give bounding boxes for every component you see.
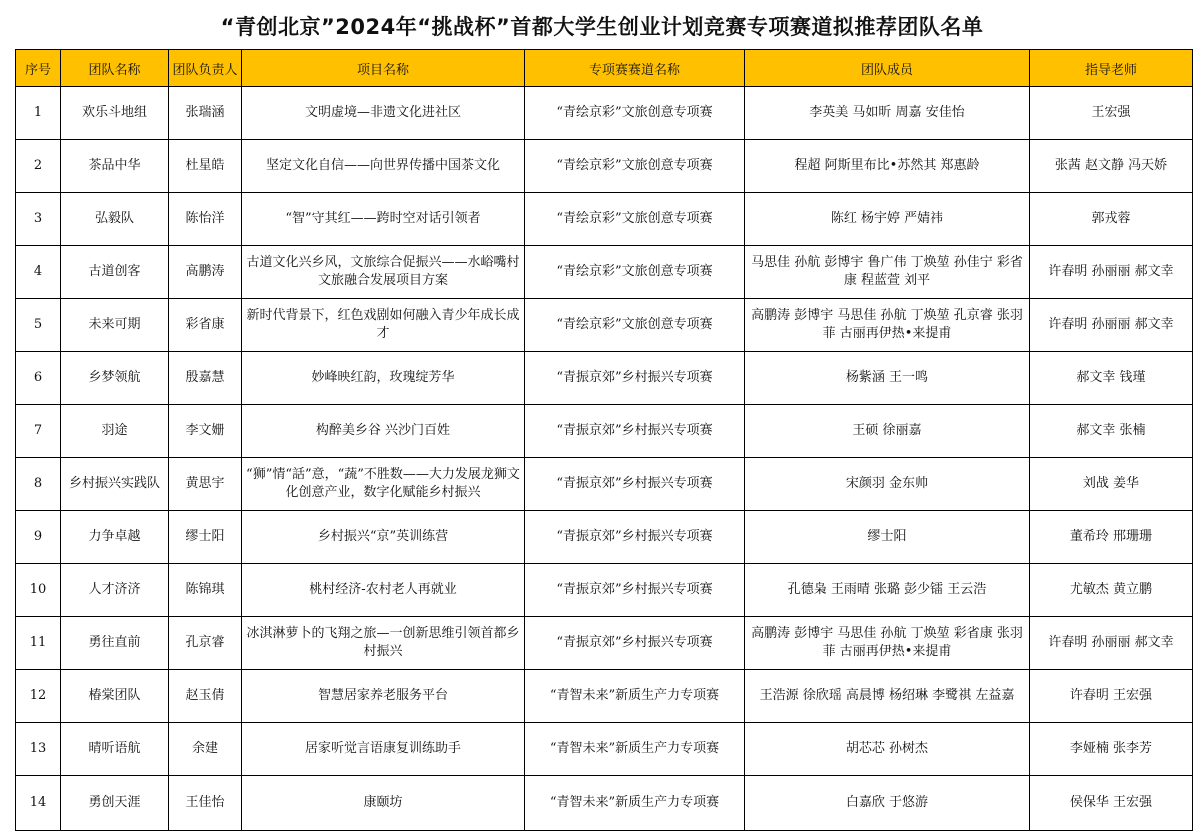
table-row xyxy=(16,193,1193,246)
cell-project-name: 构醉美乡谷 兴沙门百姓 xyxy=(242,405,525,458)
header-project-name: 项目名称 xyxy=(242,50,525,87)
cell-advisors: 许春明 孙丽丽 郝文幸 xyxy=(1030,617,1193,670)
table-row xyxy=(16,670,1193,723)
cell-team-name: 力争卓越 xyxy=(61,511,169,564)
cell-track-name: “青智未来”新质生产力专项赛 xyxy=(525,723,745,776)
table-row xyxy=(16,246,1193,299)
header-advisors: 指导老师 xyxy=(1030,50,1193,87)
cell-project-name: 智慧居家养老服务平台 xyxy=(242,670,525,723)
cell-project-name: 古道文化兴乡风，文旅综合促振兴——水峪嘴村文旅融合发展项目方案 xyxy=(242,246,525,299)
cell-no: 1 xyxy=(16,87,61,140)
table-row xyxy=(16,564,1193,617)
cell-team-name: 乡梦领航 xyxy=(61,352,169,405)
cell-team-leader: 余建 xyxy=(169,723,242,776)
cell-team-leader: 殷嘉慧 xyxy=(169,352,242,405)
header-team-members: 团队成员 xyxy=(745,50,1030,87)
cell-track-name: “青振京郊”乡村振兴专项赛 xyxy=(525,405,745,458)
team-roster-table xyxy=(15,49,1193,831)
cell-no: 13 xyxy=(16,723,61,776)
cell-advisors: 董希玲 邢珊珊 xyxy=(1030,511,1193,564)
cell-track-name: “青绘京彩”文旅创意专项赛 xyxy=(525,299,745,352)
cell-team-name: 羽途 xyxy=(61,405,169,458)
cell-team-name: 勇往直前 xyxy=(61,617,169,670)
cell-advisors: 张茜 赵文静 冯天娇 xyxy=(1030,140,1193,193)
cell-no: 6 xyxy=(16,352,61,405)
cell-advisors: 郝文幸 张楠 xyxy=(1030,405,1193,458)
cell-advisors: 许春明 孙丽丽 郝文幸 xyxy=(1030,246,1193,299)
table-row xyxy=(16,352,1193,405)
cell-team-members: 缪士阳 xyxy=(745,511,1030,564)
cell-project-name: 康颐坊 xyxy=(242,776,525,831)
cell-team-members: 杨紫涵 王一鸣 xyxy=(745,352,1030,405)
cell-project-name: 新时代背景下，红色戏剧如何融入青少年成长成才 xyxy=(242,299,525,352)
cell-team-leader: 缪士阳 xyxy=(169,511,242,564)
cell-no: 4 xyxy=(16,246,61,299)
cell-team-members: 孔德枭 王雨晴 张璐 彭少镭 王云浩 xyxy=(745,564,1030,617)
cell-no: 5 xyxy=(16,299,61,352)
cell-team-members: 高鹏涛 彭博宇 马思佳 孙航 丁焕堃 彩省康 张羽菲 古丽再伊热•来提甫 xyxy=(745,617,1030,670)
cell-track-name: “青振京郊”乡村振兴专项赛 xyxy=(525,352,745,405)
cell-advisors: 李娅楠 张李芳 xyxy=(1030,723,1193,776)
cell-team-leader: 王佳怡 xyxy=(169,776,242,831)
cell-track-name: “青振京郊”乡村振兴专项赛 xyxy=(525,564,745,617)
cell-team-members: 王浩源 徐欣瑶 高晨博 杨绍琳 李鹭祺 左益嘉 xyxy=(745,670,1030,723)
table-row xyxy=(16,723,1193,776)
table-body xyxy=(16,87,1193,831)
cell-project-name: 桃村经济-农村老人再就业 xyxy=(242,564,525,617)
page-title: “青创北京”2024年“挑战杯”首都大学生创业计划竞赛专项赛道拟推荐团队名单 xyxy=(220,15,984,39)
cell-no: 8 xyxy=(16,458,61,511)
cell-no: 7 xyxy=(16,405,61,458)
cell-team-name: 人才济济 xyxy=(61,564,169,617)
cell-team-leader: 张瑞涵 xyxy=(169,87,242,140)
cell-no: 10 xyxy=(16,564,61,617)
cell-project-name: 冰淇淋萝卜的飞翔之旅—一创新思维引领首都乡村振兴 xyxy=(242,617,525,670)
cell-advisors: 郭戎蓉 xyxy=(1030,193,1193,246)
cell-team-leader: 黄思宇 xyxy=(169,458,242,511)
cell-track-name: “青绘京彩”文旅创意专项赛 xyxy=(525,87,745,140)
cell-team-name: 古道创客 xyxy=(61,246,169,299)
table-row xyxy=(16,140,1193,193)
cell-project-name: 坚定文化自信——向世界传播中国茶文化 xyxy=(242,140,525,193)
cell-project-name: 妙峰映红韵，玫瑰绽芳华 xyxy=(242,352,525,405)
cell-project-name: “狮”情“話”意，“蔬”不胜数——大力发展龙狮文化创意产业，数字化赋能乡村振兴 xyxy=(242,458,525,511)
cell-no: 2 xyxy=(16,140,61,193)
cell-track-name: “青绘京彩”文旅创意专项赛 xyxy=(525,246,745,299)
cell-track-name: “青智未来”新质生产力专项赛 xyxy=(525,776,745,831)
cell-team-members: 程超 阿斯里布比•苏然其 郑惠龄 xyxy=(745,140,1030,193)
header-no: 序号 xyxy=(16,50,61,87)
cell-advisors: 王宏强 xyxy=(1030,87,1193,140)
cell-no: 3 xyxy=(16,193,61,246)
table-header-row xyxy=(16,50,1193,87)
cell-team-name: 欢乐斗地组 xyxy=(61,87,169,140)
cell-track-name: “青振京郊”乡村振兴专项赛 xyxy=(525,458,745,511)
cell-team-leader: 陈锦琪 xyxy=(169,564,242,617)
cell-no: 11 xyxy=(16,617,61,670)
cell-project-name: “智”守其红——跨时空对话引领者 xyxy=(242,193,525,246)
cell-team-leader: 高鹏涛 xyxy=(169,246,242,299)
cell-advisors: 许春明 孙丽丽 郝文幸 xyxy=(1030,299,1193,352)
table-row xyxy=(16,458,1193,511)
cell-team-members: 白嘉欣 于悠游 xyxy=(745,776,1030,831)
cell-project-name: 乡村振兴“京”英训练营 xyxy=(242,511,525,564)
cell-team-leader: 赵玉倩 xyxy=(169,670,242,723)
cell-advisors: 许春明 王宏强 xyxy=(1030,670,1193,723)
cell-team-members: 王硕 徐丽嘉 xyxy=(745,405,1030,458)
table-row xyxy=(16,405,1193,458)
table-row xyxy=(16,776,1193,831)
table-row xyxy=(16,87,1193,140)
cell-no: 12 xyxy=(16,670,61,723)
cell-team-members: 胡芯芯 孙树杰 xyxy=(745,723,1030,776)
cell-team-members: 马思佳 孙航 彭博宇 鲁广伟 丁焕堃 孙佳宁 彩省康 程蓝萱 刘平 xyxy=(745,246,1030,299)
header-team-leader: 团队负责人 xyxy=(169,50,242,87)
cell-team-name: 椿棠团队 xyxy=(61,670,169,723)
cell-team-members: 李英美 马如昕 周嘉 安佳怡 xyxy=(745,87,1030,140)
cell-advisors: 刘战 姜华 xyxy=(1030,458,1193,511)
cell-track-name: “青智未来”新质生产力专项赛 xyxy=(525,670,745,723)
cell-advisors: 侯保华 王宏强 xyxy=(1030,776,1193,831)
table-row xyxy=(16,511,1193,564)
cell-track-name: “青振京郊”乡村振兴专项赛 xyxy=(525,617,745,670)
cell-team-name: 晴听语航 xyxy=(61,723,169,776)
cell-team-leader: 杜星皓 xyxy=(169,140,242,193)
cell-project-name: 文明虚境—非遗文化进社区 xyxy=(242,87,525,140)
cell-team-name: 未来可期 xyxy=(61,299,169,352)
cell-track-name: “青绘京彩”文旅创意专项赛 xyxy=(525,193,745,246)
cell-team-name: 乡村振兴实践队 xyxy=(61,458,169,511)
cell-team-members: 高鹏涛 彭博宇 马思佳 孙航 丁焕堃 孔京睿 张羽菲 古丽再伊热•来提甫 xyxy=(745,299,1030,352)
cell-team-name: 茶品中华 xyxy=(61,140,169,193)
cell-team-leader: 李文姗 xyxy=(169,405,242,458)
header-track-name: 专项赛赛道名称 xyxy=(525,50,745,87)
table-row xyxy=(16,299,1193,352)
cell-team-name: 弘毅队 xyxy=(61,193,169,246)
cell-team-leader: 陈怡洋 xyxy=(169,193,242,246)
table-row xyxy=(16,617,1193,670)
cell-team-members: 宋颜羽 金东帅 xyxy=(745,458,1030,511)
cell-team-name: 勇创天涯 xyxy=(61,776,169,831)
cell-team-leader: 孔京睿 xyxy=(169,617,242,670)
cell-track-name: “青振京郊”乡村振兴专项赛 xyxy=(525,511,745,564)
cell-no: 14 xyxy=(16,776,61,831)
cell-advisors: 郝文幸 钱瑾 xyxy=(1030,352,1193,405)
cell-team-members: 陈红 杨宇婷 严婧祎 xyxy=(745,193,1030,246)
cell-track-name: “青绘京彩”文旅创意专项赛 xyxy=(525,140,745,193)
cell-team-leader: 彩省康 xyxy=(169,299,242,352)
cell-project-name: 居家听觉言语康复训练助手 xyxy=(242,723,525,776)
cell-no: 9 xyxy=(16,511,61,564)
header-team-name: 团队名称 xyxy=(61,50,169,87)
cell-advisors: 尤敏杰 黄立鹏 xyxy=(1030,564,1193,617)
